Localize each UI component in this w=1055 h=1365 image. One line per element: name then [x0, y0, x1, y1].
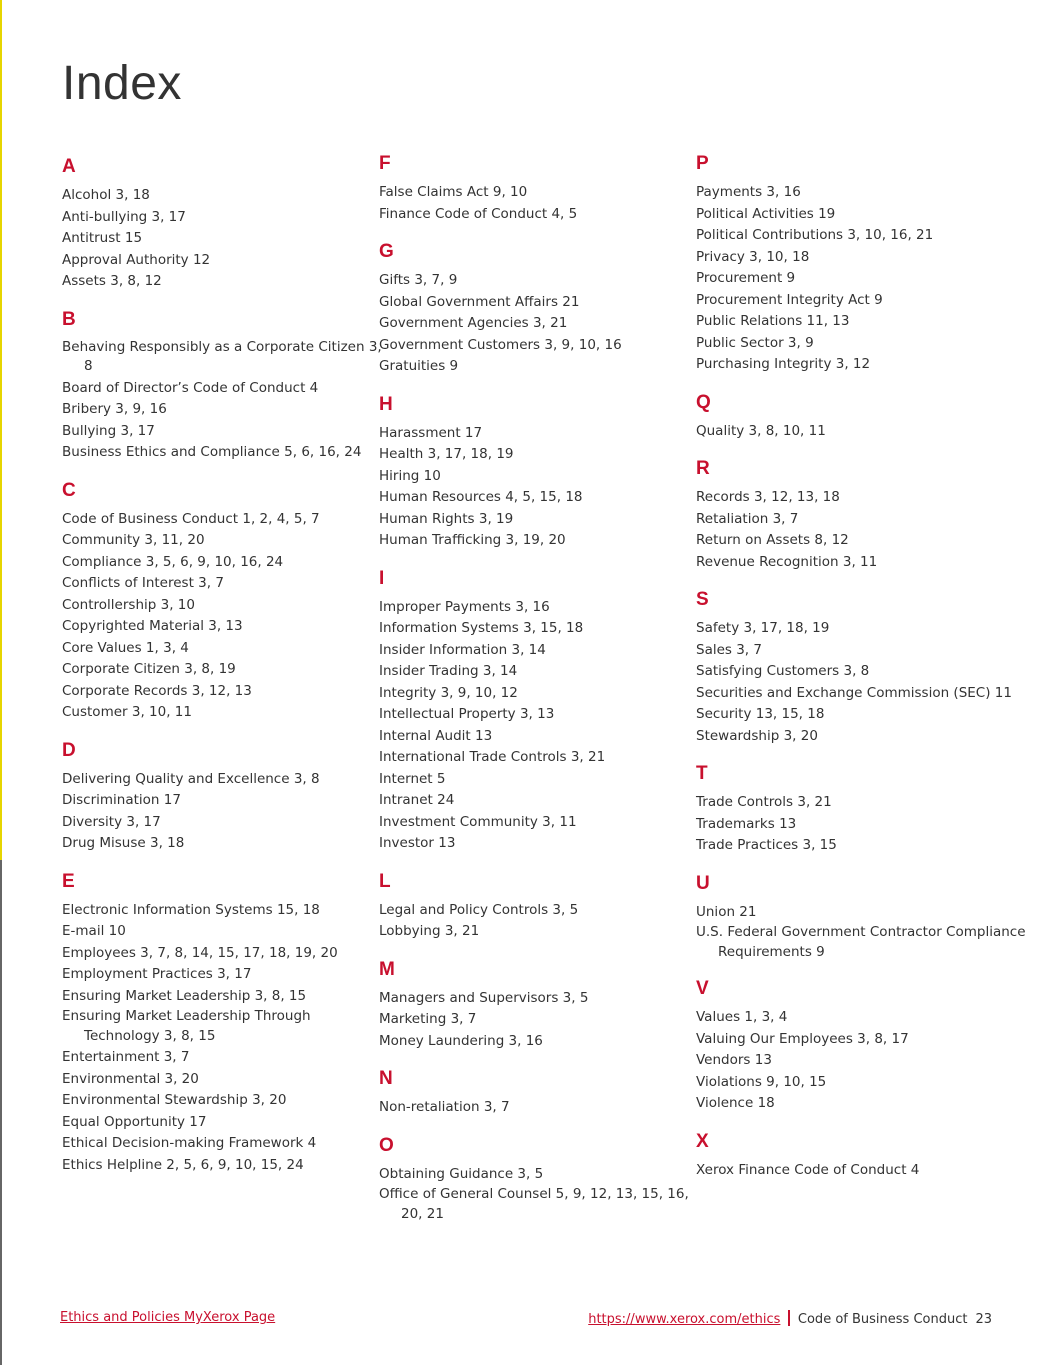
section-letter: A [62, 156, 76, 177]
section-letter: C [62, 479, 76, 501]
index-entry: Procurement Integrity Act 9 [696, 291, 883, 308]
section-letter: S [696, 589, 709, 610]
index-entry: Assets 3, 8, 12 [62, 273, 162, 289]
index-section-e [62, 870, 382, 1177]
index-section-a [62, 155, 382, 293]
index-entry: Intranet 24 [379, 792, 455, 808]
index-entry: Controllership 3, 10 [62, 596, 195, 613]
index-entry: Electronic Information Systems 15, 18 [62, 901, 320, 918]
index-entry: Revenue Recognition 3, 11 [696, 553, 878, 570]
index-section-i [379, 567, 699, 855]
index-entry: Hiring 10 [379, 467, 441, 484]
index-entry: Bribery 3, 9, 16 [62, 401, 167, 417]
index-section-s [696, 588, 1036, 747]
ethics-url-link[interactable]: https://www.xerox.com/ethics [588, 1312, 781, 1327]
index-entry: Equal Opportunity 17 [62, 1113, 207, 1130]
index-entry: Internet 5 [379, 770, 446, 787]
section-letter: I [379, 567, 385, 589]
index-entry: Trade Controls 3, 21 [696, 794, 832, 810]
section-letter: V [696, 978, 709, 999]
index-entry: Harassment 17 [379, 424, 483, 441]
index-section-r [696, 457, 1036, 573]
index-entry: Compliance 3, 5, 6, 9, 10, 16, 24 [62, 553, 284, 570]
index-entry: International Trade Controls 3, 21 [379, 749, 606, 765]
index-entry: Marketing 3, 7 [379, 1011, 477, 1027]
index-entry: Investor 13 [379, 835, 456, 851]
ethics-policies-link[interactable]: Ethics and Policies MyXerox Page [60, 1310, 276, 1325]
index-entry: Corporate Citizen 3, 8, 19 [62, 661, 236, 677]
index-section-f [379, 152, 699, 225]
index-entry: Behaving Responsibly as a Corporate Citizen 3, 8 [62, 338, 382, 374]
index-entry: Procurement 9 [696, 270, 796, 286]
index-entry: Quality 3, 8, 10, 11 [696, 422, 826, 439]
index-section-m [379, 958, 699, 1053]
section-letter: X [696, 1130, 709, 1152]
index-entry: E-mail 10 [62, 923, 126, 939]
section-letter: H [379, 393, 393, 415]
index-entry: Business Ethics and Compliance 5, 6, 16, 24 [62, 444, 362, 460]
index-entry: Political Activities 19 [696, 205, 836, 222]
index-entry: Customer 3, 10, 11 [62, 704, 192, 720]
section-letter: T [696, 763, 708, 784]
index-column-3 [696, 152, 1036, 1196]
index-entry: Core Values 1, 3, 4 [62, 639, 189, 656]
index-entry: Money Laundering 3, 16 [379, 1032, 543, 1049]
index-entry: Finance Code of Conduct 4, 5 [379, 205, 578, 222]
index-entry: Approval Authority 12 [62, 251, 211, 268]
index-entry: Antitrust 15 [62, 230, 143, 246]
page-edge-accent [0, 0, 2, 860]
index-entry: Diversity 3, 17 [62, 813, 161, 830]
section-letter: P [696, 153, 709, 174]
index-entry: Union 21 [696, 903, 757, 920]
index-entry: Government Customers 3, 9, 10, 16 [379, 336, 622, 353]
index-entry: Retaliation 3, 7 [696, 510, 799, 527]
footer-doc-title: Code of Business Conduct [797, 1312, 968, 1327]
index-entry: Political Contributions 3, 10, 16, 21 [696, 227, 934, 243]
index-entry: Ethical Decision-making Framework 4 [62, 1135, 317, 1151]
index-entry: Global Government Affairs 21 [379, 293, 580, 310]
index-entry: Violence 18 [696, 1095, 775, 1111]
index-entry: Vendors 13 [696, 1052, 772, 1068]
section-letter: B [62, 308, 76, 330]
index-section-h [379, 393, 699, 552]
index-section-p [696, 152, 1036, 376]
index-entry: Ethics Helpline 2, 5, 6, 9, 10, 15, 24 [62, 1156, 304, 1173]
page-edge-accent-lower [0, 860, 2, 1365]
index-entry: Anti-bullying 3, 17 [62, 208, 186, 225]
index-section-n [379, 1067, 699, 1119]
index-entry: Intellectual Property 3, 13 [379, 706, 555, 722]
index-entry: Satisfying Customers 3, 8 [696, 663, 870, 679]
index-entry: Government Agencies 3, 21 [379, 315, 568, 331]
index-entry: Delivering Quality and Excellence 3, 8 [62, 770, 320, 787]
index-entry: Ensuring Market Leadership 3, 8, 15 [62, 987, 307, 1004]
index-entry: Security 13, 15, 18 [696, 706, 825, 722]
index-entry: Trademarks 13 [696, 815, 797, 832]
index-entry: Return on Assets 8, 12 [696, 532, 849, 548]
index-entry: Public Relations 11, 13 [696, 313, 850, 329]
index-entry: Copyrighted Material 3, 13 [62, 618, 243, 634]
index-section-b [62, 308, 382, 464]
section-letter: N [379, 1068, 393, 1089]
index-section-d [62, 739, 382, 855]
index-section-c [62, 479, 382, 724]
index-entry: Alcohol 3, 18 [62, 187, 150, 203]
index-entry: Insider Information 3, 14 [379, 641, 546, 658]
index-entry: Drug Misuse 3, 18 [62, 835, 185, 851]
index-entry: Improper Payments 3, 16 [379, 598, 550, 615]
index-entry: Board of Director’s Code of Conduct 4 [62, 379, 319, 396]
index-entry: False Claims Act 9, 10 [379, 184, 528, 200]
index-section-l [379, 870, 699, 943]
index-entry: Securities and Exchange Commission (SEC) 11 [696, 684, 1012, 701]
section-letter: G [379, 241, 394, 262]
page-title: Index [62, 57, 182, 110]
index-entry: Valuing Our Employees 3, 8, 17 [696, 1030, 909, 1047]
index-entry: Xerox Finance Code of Conduct 4 [696, 1161, 920, 1178]
index-entry: Legal and Policy Controls 3, 5 [379, 901, 579, 918]
section-letter: L [379, 870, 391, 892]
index-section-u [696, 872, 1036, 963]
page-number: 23 [975, 1312, 992, 1327]
index-entry: Ensuring Market Leadership Through Technology 3, 8, 15 [62, 1008, 311, 1044]
section-letter: M [379, 958, 395, 980]
index-entry: Public Sector 3, 9 [696, 334, 814, 351]
index-entry: Internal Audit 13 [379, 727, 493, 744]
index-entry: Environmental Stewardship 3, 20 [62, 1092, 287, 1108]
section-letter: U [696, 872, 710, 894]
index-section-t [696, 762, 1036, 857]
index-entry: Privacy 3, 10, 18 [696, 248, 810, 265]
index-entry: Entertainment 3, 7 [62, 1049, 190, 1065]
index-entry: Purchasing Integrity 3, 12 [696, 356, 871, 372]
section-letter: D [62, 739, 76, 761]
index-entry: Employment Practices 3, 17 [62, 966, 252, 982]
index-entry: Office of General Counsel 5, 9, 12, 13, 15, 16, 20, 21 [379, 1186, 689, 1222]
index-entry: Gratuities 9 [379, 358, 459, 374]
index-entry: Non-retaliation 3, 7 [379, 1099, 510, 1115]
section-letter: R [696, 458, 710, 479]
index-entry: Corporate Records 3, 12, 13 [62, 682, 252, 699]
index-entry: Information Systems 3, 15, 18 [379, 620, 584, 636]
index-column-2 [379, 152, 699, 1239]
index-entry: Records 3, 12, 13, 18 [696, 489, 840, 505]
index-entry: Human Trafficking 3, 19, 20 [379, 532, 566, 548]
index-section-v [696, 977, 1036, 1115]
section-letter: Q [696, 391, 711, 413]
index-entry: Environmental 3, 20 [62, 1070, 199, 1087]
footer-separator [788, 1310, 790, 1326]
index-entry: Values 1, 3, 4 [696, 1009, 788, 1025]
index-entry: Bullying 3, 17 [62, 422, 155, 439]
index-entry: Stewardship 3, 20 [696, 727, 818, 744]
index-entry: Sales 3, 7 [696, 641, 762, 658]
index-entry: Community 3, 11, 20 [62, 532, 205, 548]
section-letter: O [379, 1134, 394, 1156]
index-entry: Trade Practices 3, 15 [696, 837, 837, 853]
index-entry: Payments 3, 16 [696, 184, 801, 200]
index-entry: Insider Trading 3, 14 [379, 663, 518, 679]
index-entry: Health 3, 17, 18, 19 [379, 446, 514, 462]
section-letter: F [379, 153, 391, 174]
index-entry: Managers and Supervisors 3, 5 [379, 989, 589, 1006]
index-entry: Code of Business Conduct 1, 2, 4, 5, 7 [62, 510, 320, 527]
index-entry: Employees 3, 7, 8, 14, 15, 17, 18, 19, 20 [62, 944, 338, 961]
index-entry: Integrity 3, 9, 10, 12 [379, 684, 518, 701]
section-letter: E [62, 870, 75, 892]
index-entry: Gifts 3, 7, 9 [379, 272, 458, 288]
index-entry: Lobbying 3, 21 [379, 923, 480, 939]
index-section-o [379, 1134, 699, 1225]
index-entry: Obtaining Guidance 3, 5 [379, 1165, 544, 1182]
index-entry: Violations 9, 10, 15 [696, 1073, 827, 1090]
footer-right [588, 1310, 992, 1327]
index-section-q [696, 391, 1036, 443]
index-section-g [379, 240, 699, 378]
index-entry: Discrimination 17 [62, 792, 181, 808]
index-entry: U.S. Federal Government Contractor Compliance Requirements 9 [696, 924, 1026, 960]
index-entry: Investment Community 3, 11 [379, 813, 577, 830]
index-section-x [696, 1130, 1036, 1182]
index-entry: Human Rights 3, 19 [379, 510, 514, 527]
index-entry: Conflicts of Interest 3, 7 [62, 575, 224, 591]
index-entry: Human Resources 4, 5, 15, 18 [379, 489, 583, 505]
index-entry: Safety 3, 17, 18, 19 [696, 620, 830, 636]
index-column-1 [62, 155, 382, 1191]
